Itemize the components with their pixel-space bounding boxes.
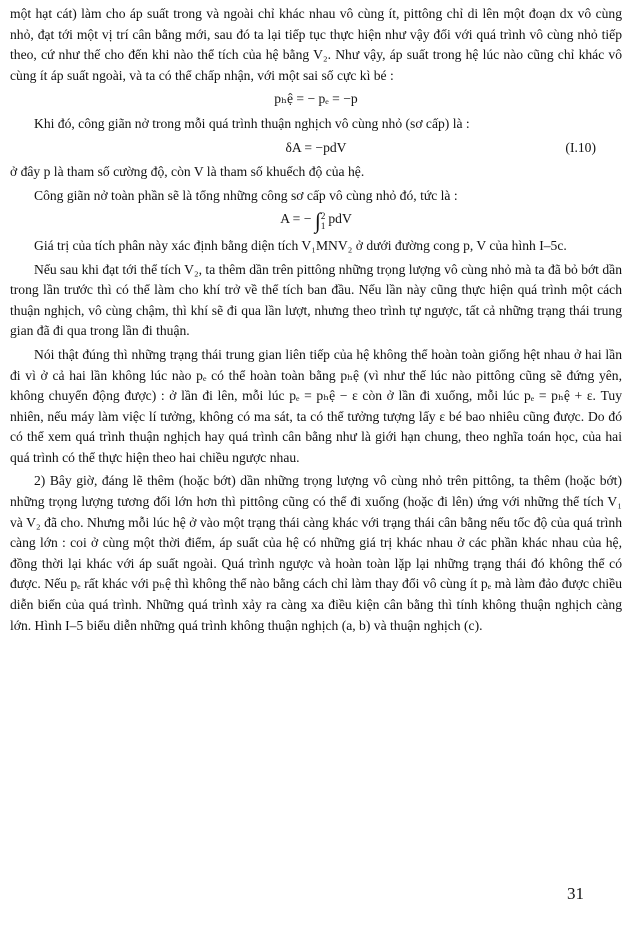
equation-body: δA = −pdV xyxy=(285,139,347,155)
equation-number: (I.10) xyxy=(565,139,596,155)
equation-pressure: pₕệ = − pₑ = −p xyxy=(274,91,358,107)
paragraph: một hạt cát) làm cho áp suất trong và ngoài chỉ khác nhau vô cùng ít, pittông chỉ di lên một đoạn dx vô cùng nhỏ, đạt tới một vị trí cân bằng mới, sau đó ta lại tiếp tục thực hiện như vậy đối với quá trình vô cùng nhỏ tiếp theo, cứ như thế cho đến khi nào thể tích của hệ bằng V₂. Như vậy, áp suất trong hệ lúc nào cũng chỉ khác vô cùng ít áp suất ngoài, và ta có thể chấp nhận, với một sai số cực kì bé : xyxy=(10,6,622,83)
integral-limits xyxy=(321,211,326,231)
equation-prefix: A = − xyxy=(280,211,312,227)
equation-total-work xyxy=(10,209,622,232)
paragraph: Khi đó, công giãn nở trong mỗi quá trình thuận nghịch vô cùng nhỏ (sơ cấp) là : xyxy=(34,115,470,131)
integral-body: pdV xyxy=(328,211,352,227)
paragraph: 2) Bây giờ, đáng lẽ thêm (hoặc bớt) dần những trọng lượng vô cùng nhỏ trên pittông, ta thêm (hoặc bớt) những trọng lượng tương đối lớn hơn thì pittông cũng có thể đi xuống (hoặc đi lên) ứng với những thể tích V₁ và V₂ đã cho. Nhưng mỗi lúc hệ ở vào một trạng thái càng khác với trạng thái cân bằng nếu tốc độ của quá trình càng lớn : coi ở cùng một thời điểm, áp suất của hệ có những giá trị khác nhau ở các phần khác nhau của hệ, đồng thời lại khác với áp suất ngoài. Quá trình ngược và hoàn toàn lặp lại những trạng thái đó không thể có được. Nếu pₑ rất khác với pₕệ thì không thể nào bằng cách chỉ làm thay đổi vô cùng ít pₑ mà làm đảo được chiều diễn biến của quá trình. Những quá trình xảy ra càng xa điều kiện cân bằng thì tính không thuận nghịch càng lớn. Hình I–5 biểu diễn những quá trình không thuận nghịch (a, b) và thuận nghịch (c). xyxy=(10,473,622,633)
equation-work-element xyxy=(10,138,622,159)
integral-sign: ∫ xyxy=(314,208,321,234)
page-number: 31 xyxy=(567,884,584,903)
page-body xyxy=(10,4,622,639)
integral-upper-limit: 2 xyxy=(320,211,326,222)
paragraph: Công giãn nở toàn phần sẽ là tổng những công sơ cấp vô cùng nhỏ đó, tức là : xyxy=(34,187,458,203)
integral-lower-limit: 1 xyxy=(320,221,326,232)
paragraph: Giá trị của tích phân này xác định bằng diện tích V₁MNV₂ ở dưới đường cong p, V của hình I–5c. xyxy=(34,237,567,253)
paragraph: Nếu sau khi đạt tới thể tích V₂, ta thêm dần trên pittông những trọng lượng vô cùng nhỏ mà ta đã bỏ bớt dần trong lần trước thì có thể làm cho khí trở về thể tích ban đầu. Nếu lần này cũng thực hiện quá trình một cách thuận nghịch, vô cùng chậm, thì khí sẽ đi qua lần lượt, nhưng theo trình tự ngược, tất cả những trạng thái trung gian đã đi qua trong lần đi thuận. xyxy=(10,261,622,339)
paragraph: ở đây p là tham số cường độ, còn V là tham số khuếch độ của hệ. xyxy=(10,164,365,180)
paragraph: Nói thật đúng thì những trạng thái trung gian liên tiếp của hệ không thể hoàn toàn giống hệt nhau ở hai lần đi vì ở cả hai lần không lúc nào pₑ có thể hoàn toàn bằng pₕệ (vì như thế lúc nào pittông cũng sẽ đứng yên, không chuyển động được) : ở lần đi lên, mỗi lúc pₑ = pₕệ − ε còn ở lần đi xuống, mỗi lúc pₑ = pₕệ + ε. Tuy nhiên, nếu máy làm việc lí tưởng, không có ma sát, ta có thể tưởng tượng lấy ε bé bao nhiêu cũng được. Do đó có thể xem quá trình thuận nghịch hay quá trình cân bằng như là giới hạn chung, theo nghĩa toán học, của hai quá trình có thể thực hiện theo hai chiều ngược nhau. xyxy=(10,346,622,465)
